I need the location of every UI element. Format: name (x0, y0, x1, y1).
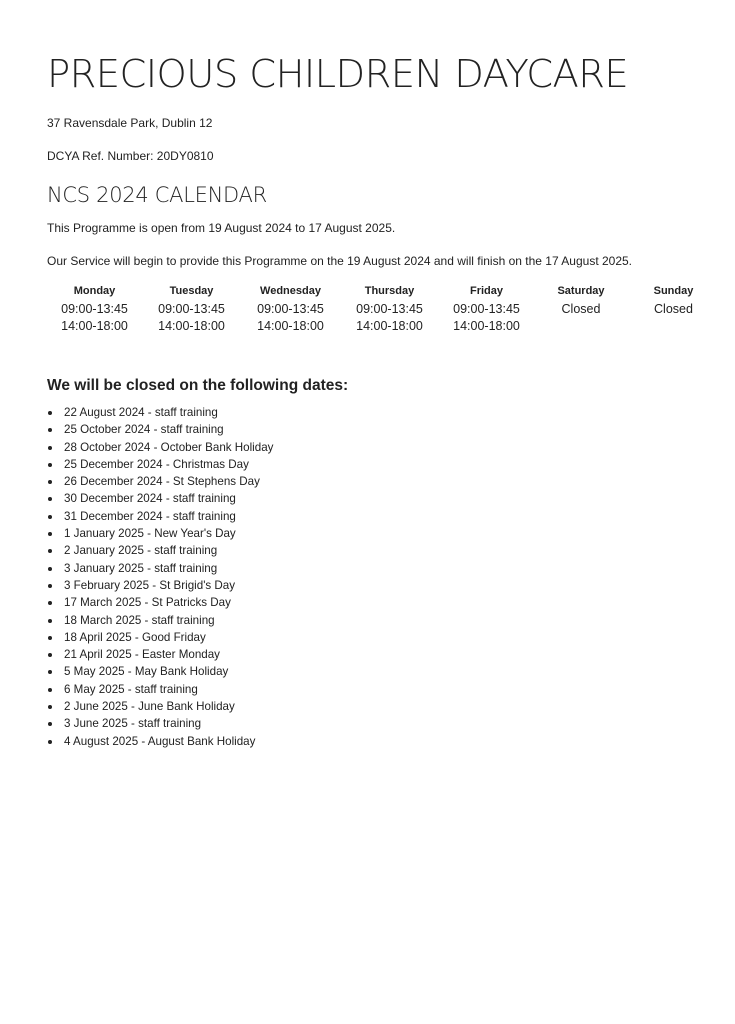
list-item: 3 June 2025 - staff training (47, 715, 273, 732)
table-cell (628, 317, 719, 334)
table-row (47, 300, 719, 317)
column-header: Monday (73, 285, 116, 297)
list-item: 21 April 2025 - Easter Monday (47, 646, 273, 663)
table-cell: 14:00-18:00 (61, 318, 128, 333)
column-header: Sunday (653, 285, 694, 297)
calendar-title: NCS 2024 CALENDAR (47, 183, 267, 207)
list-item: 2 June 2025 - June Bank Holiday (47, 698, 273, 715)
list-item: 18 March 2025 - staff training (47, 612, 273, 629)
column-header: Wednesday (260, 285, 321, 297)
list-item: 25 October 2024 - staff training (47, 421, 273, 438)
table-cell: Closed (561, 301, 601, 316)
service-text: Our Service will begin to provide this Programme on the 19 August 2024 and will finish on the 17 August 2025. (47, 254, 633, 268)
list-item: 30 December 2024 - staff training (47, 490, 273, 507)
table-header-row (47, 284, 719, 300)
list-item: 4 August 2025 - August Bank Holiday (47, 733, 273, 750)
page-title: PRECIOUS CHILDREN DAYCARE (47, 52, 629, 97)
column-header: Saturday (557, 285, 605, 297)
table-cell: 14:00-18:00 (257, 318, 324, 333)
address: 37 Ravensdale Park, Dublin 12 (47, 116, 213, 130)
table-cell: 09:00-13:45 (257, 301, 324, 316)
list-item: 22 August 2024 - staff training (47, 404, 273, 421)
opening-hours-table (47, 284, 719, 334)
list-item: 25 December 2024 - Christmas Day (47, 456, 273, 473)
closures-heading: We will be closed on the following dates: (47, 377, 349, 394)
list-item: 6 May 2025 - staff training (47, 681, 273, 698)
list-item: 2 January 2025 - staff training (47, 542, 273, 559)
table-cell: Closed (654, 301, 693, 316)
column-header: Thursday (364, 285, 415, 297)
ref-number: DCYA Ref. Number: 20DY0810 (47, 149, 214, 163)
table-cell: 09:00-13:45 (356, 301, 423, 316)
column-header: Tuesday (169, 285, 214, 297)
list-item: 26 December 2024 - St Stephens Day (47, 473, 273, 490)
list-item: 31 December 2024 - staff training (47, 508, 273, 525)
list-item: 3 February 2025 - St Brigid's Day (47, 577, 273, 594)
list-item: 5 May 2025 - May Bank Holiday (47, 663, 273, 680)
list-item: 1 January 2025 - New Year's Day (47, 525, 273, 542)
open-text: This Programme is open from 19 August 2024 to 17 August 2025. (47, 221, 396, 235)
column-header: Friday (469, 285, 503, 297)
list-item: 17 March 2025 - St Patricks Day (47, 594, 273, 611)
table-cell: 14:00-18:00 (453, 318, 520, 333)
list-item: 3 January 2025 - staff training (47, 560, 273, 577)
table-cell: 14:00-18:00 (356, 318, 423, 333)
table-row (47, 317, 719, 334)
list-item: 28 October 2024 - October Bank Holiday (47, 439, 273, 456)
table-cell: 14:00-18:00 (158, 318, 225, 333)
list-item: 18 April 2025 - Good Friday (47, 629, 273, 646)
table-cell (534, 317, 628, 334)
table-cell: 09:00-13:45 (61, 301, 128, 316)
closures-list (47, 404, 273, 750)
table-cell: 09:00-13:45 (453, 301, 520, 316)
table-cell: 09:00-13:45 (158, 301, 225, 316)
